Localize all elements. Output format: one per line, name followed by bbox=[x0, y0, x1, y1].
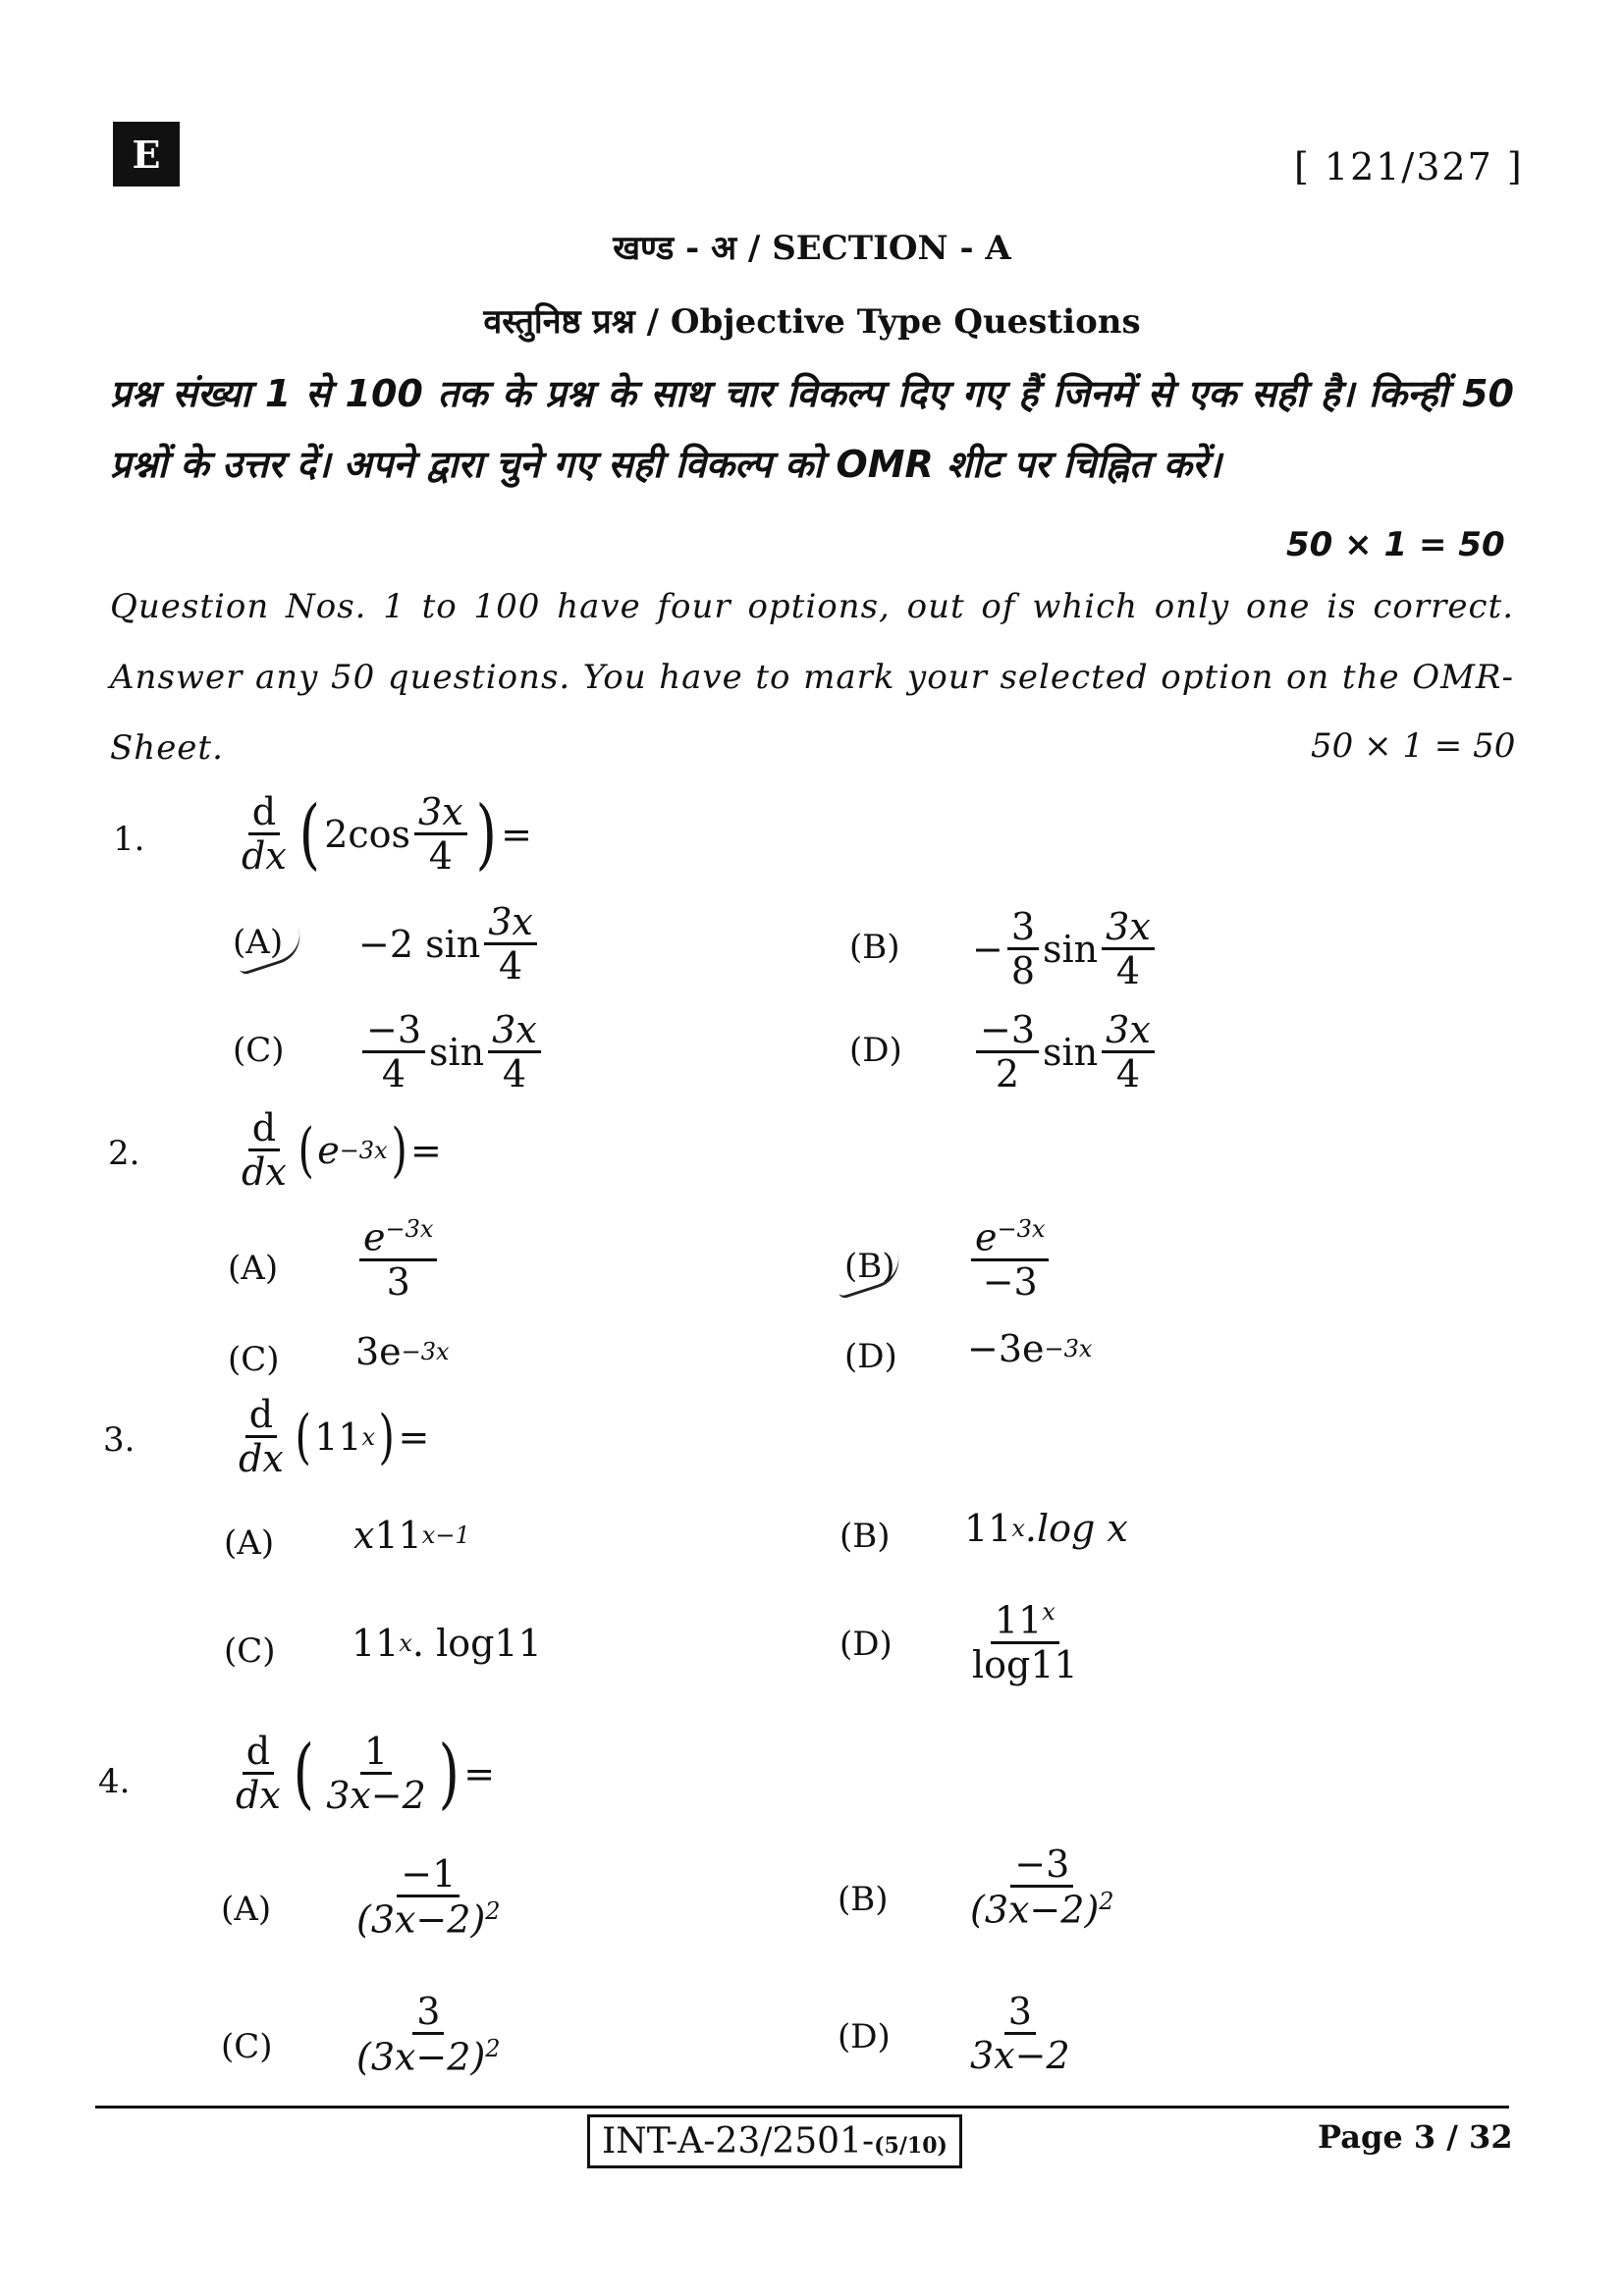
option-label: (B) bbox=[849, 928, 900, 967]
option-expression: 11 x . log11 bbox=[352, 1622, 542, 1665]
question-number: 3. bbox=[103, 1420, 135, 1460]
question-stem: $\frac{d}{dx}$ ( $\frac{1}{3x-2}$ ) = bbox=[236, 1729, 496, 1818]
set-code-badge bbox=[113, 122, 180, 187]
set-code: E bbox=[132, 132, 161, 177]
option-label: (D) bbox=[838, 2017, 891, 2056]
paper-code-box bbox=[587, 2114, 962, 2168]
footer-divider bbox=[95, 2106, 1509, 2109]
paper-code: INT-A-23/2501- bbox=[602, 2121, 875, 2162]
option-label: (D) bbox=[849, 1031, 902, 1070]
instructions-hindi: प्रश्न संख्या 1 से 100 तक के प्रश्न के साथ चार विकल्प दिए गए हैं जिनमें से एक सही है। किन्हीं 50 प्रश्नों के उत्तर दें। अपने द्वारा चुने गए सही विकल्प को OMR शीट पर चिह्नित करें। bbox=[110, 372, 1514, 486]
option-expression: $\frac{3}{3x-2}$ bbox=[970, 1990, 1070, 2077]
option-expression: −3e −3x bbox=[967, 1327, 1093, 1370]
option-label: (C) bbox=[233, 1031, 285, 1070]
question-stem: $\frac{d}{dx}$ ( 11 x ) = bbox=[239, 1393, 430, 1480]
option-label: (B) bbox=[844, 1247, 895, 1286]
option-expression: $\frac{-3}{4}$ sin $\frac{3x}{4}$ bbox=[358, 1011, 545, 1093]
option-label: (A) bbox=[233, 923, 284, 962]
section-subtitle: वस्तुनिष्ठ प्रश्न / Objective Type Questions bbox=[483, 302, 1141, 342]
option-expression: x 11 x−1 bbox=[353, 1514, 470, 1557]
option-expression: $\frac{11^x}{\log 11}$ bbox=[972, 1598, 1078, 1686]
option-expression: $\frac{e^{-3x}}{3}$ bbox=[355, 1217, 441, 1301]
option-label: (D) bbox=[839, 1625, 893, 1664]
marks-hindi: 50 × 1 = 50 bbox=[1286, 525, 1505, 564]
option-label: (C) bbox=[228, 1340, 280, 1379]
option-expression: − $\frac{3}{8}$ sin $\frac{3x}{4}$ bbox=[972, 908, 1159, 989]
option-label: (A) bbox=[221, 1890, 272, 1929]
question-stem: $\frac{d}{dx}$ ( 2cos $\frac{3x}{4}$ ) = bbox=[242, 789, 532, 879]
option-expression: −2 sin $\frac{3x}{4}$ bbox=[358, 903, 541, 985]
section-title: खण्ड - अ / SECTION - A bbox=[613, 229, 1011, 268]
option-label: (A) bbox=[224, 1523, 275, 1563]
option-label: (B) bbox=[838, 1880, 889, 1919]
marks-english: 50 × 1 = 50 bbox=[1311, 726, 1516, 766]
option-label: (B) bbox=[839, 1517, 891, 1556]
option-expression: $\frac{3}{(3x-2)^2}$ bbox=[356, 1990, 501, 2079]
question-number: 2. bbox=[108, 1134, 140, 1173]
page-reference: [ 121/327 ] bbox=[1294, 145, 1524, 188]
paper-code-suffix: (5/10) bbox=[874, 2133, 947, 2159]
option-label: (D) bbox=[844, 1337, 897, 1376]
question-number: 1. bbox=[113, 820, 145, 859]
option-label: (C) bbox=[224, 1631, 276, 1671]
page-number: Page 3 / 32 bbox=[1318, 2118, 1513, 2156]
option-label: (A) bbox=[228, 1249, 279, 1288]
option-expression: $\frac{-3}{(3x-2)^2}$ bbox=[970, 1842, 1114, 1932]
option-expression: $\frac{-3}{2}$ sin $\frac{3x}{4}$ bbox=[972, 1011, 1159, 1093]
instructions-english: Question Nos. 1 to 100 have four options, out of which only one is correct. Answer any 50 questions. You have to mark your selected option on the OMR-Sheet. bbox=[110, 587, 1514, 768]
option-expression: $\frac{e^{-3x}}{-3}$ bbox=[967, 1217, 1053, 1301]
option-expression: $\frac{-1}{(3x-2)^2}$ bbox=[356, 1852, 501, 1942]
question-stem: $\frac{d}{dx}$ ( e −3x ) = bbox=[242, 1106, 442, 1194]
question-number: 4. bbox=[98, 1762, 131, 1801]
option-expression: 3e −3x bbox=[355, 1330, 450, 1373]
option-expression: 11 x .log x bbox=[964, 1507, 1128, 1550]
option-label: (C) bbox=[221, 2027, 273, 2066]
